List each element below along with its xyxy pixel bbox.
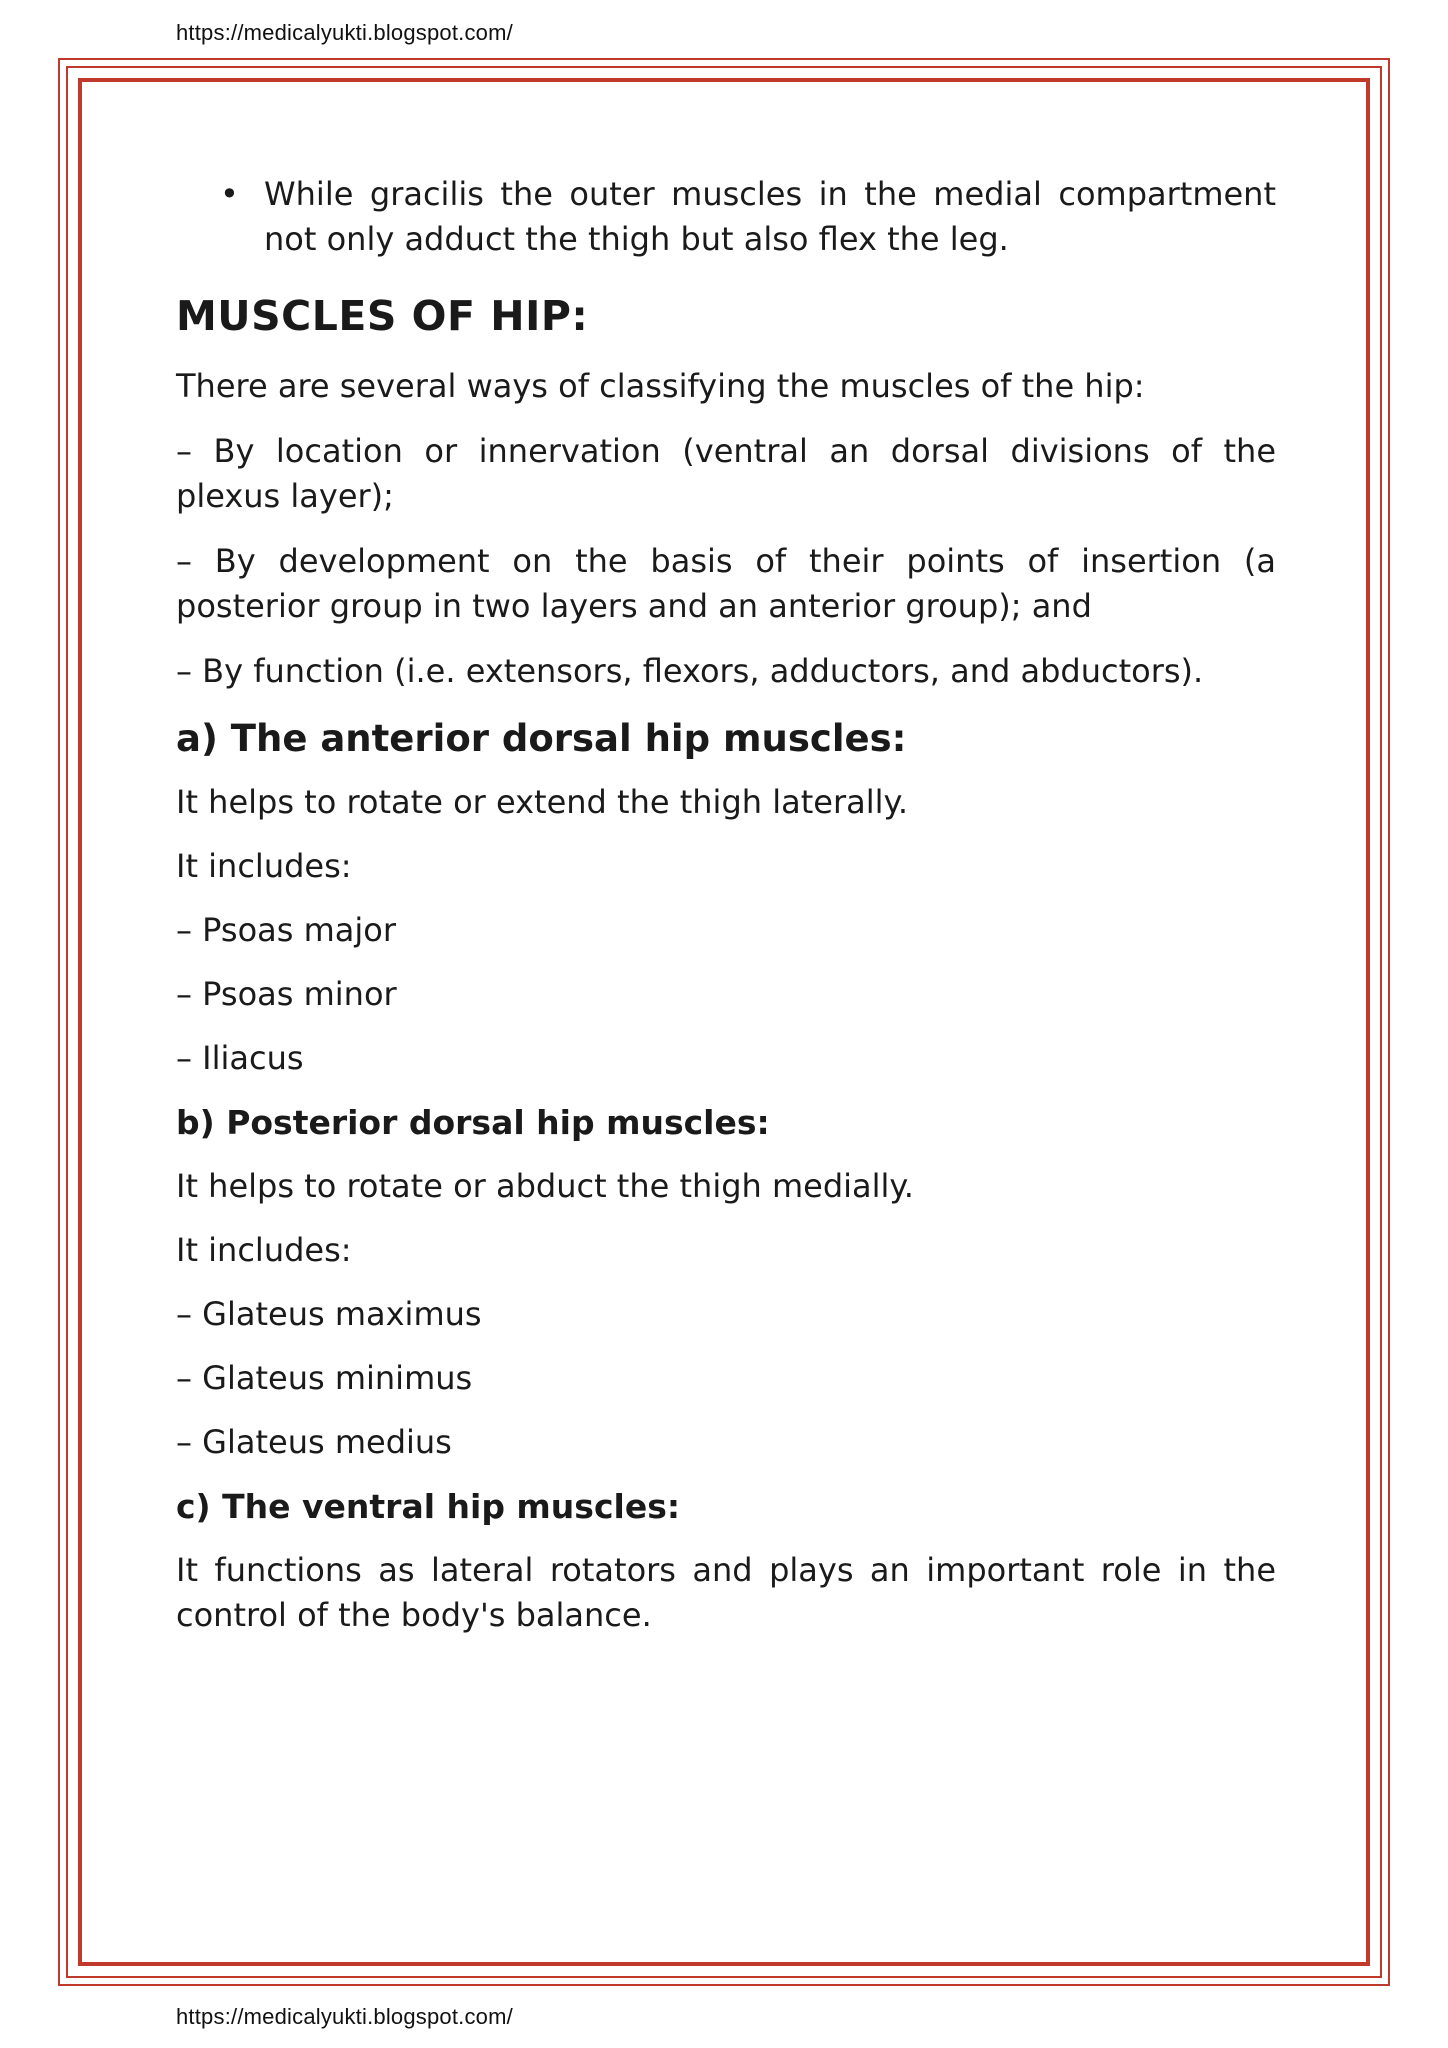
document-body (176, 172, 1276, 1638)
classification-location: – By location or innervation (ventral an dorsal divisions of the plexus layer); (176, 432, 1276, 515)
bullet-item (176, 172, 1276, 262)
section-b-description: It helps to rotate or abduct the thigh medially. (176, 1167, 914, 1205)
bullet-text: While gracilis the outer muscles in the medial compartment not only adduct the thigh but also flex the leg. (264, 175, 1276, 258)
section-a-title: a) The anterior dorsal hip muscles: (176, 717, 907, 760)
section-b-includes-label: It includes: (176, 1231, 352, 1269)
classification-development: – By development on the basis of their points of insertion (a posterior group in two layers and an anterior group); and (176, 542, 1276, 625)
header-url: https://medicalyukti.blogspot.com/ (176, 20, 513, 45)
list-item: – Glateus minimus (176, 1359, 473, 1397)
section-c-description: It functions as lateral rotators and plays an important role in the control of the body's balance. (176, 1551, 1276, 1634)
section-a-description: It helps to rotate or extend the thigh laterally. (176, 783, 909, 821)
list-item: – Psoas major (176, 911, 397, 949)
list-item: – Glateus medius (176, 1423, 452, 1461)
classification-function: – By function (i.e. extensors, flexors, adductors, and abductors). (176, 652, 1204, 690)
section-a-includes-label: It includes: (176, 847, 352, 885)
section-b-title: b) Posterior dorsal hip muscles: (176, 1103, 770, 1142)
section-heading: MUSCLES OF HIP: (176, 292, 589, 340)
list-item: – Glateus maximus (176, 1295, 482, 1333)
footer-url: https://medicalyukti.blogspot.com/ (176, 2004, 513, 2029)
list-item: – Psoas minor (176, 975, 397, 1013)
section-c-title: c) The ventral hip muscles: (176, 1487, 681, 1526)
intro-paragraph: There are several ways of classifying the muscles of the hip: (176, 367, 1145, 405)
bullet-dot-icon: • (220, 175, 239, 213)
list-item: – Iliacus (176, 1039, 304, 1077)
